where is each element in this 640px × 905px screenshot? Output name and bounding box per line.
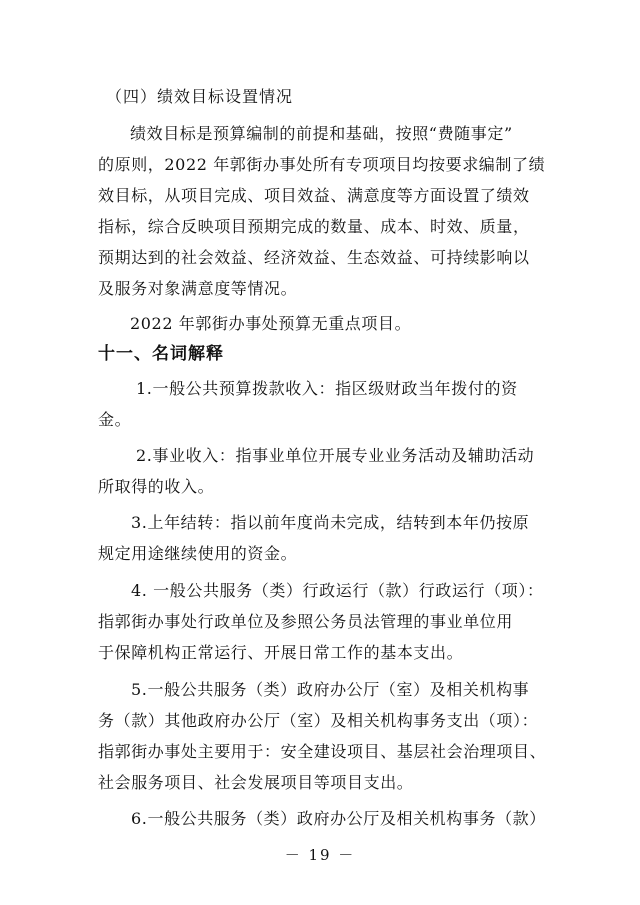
- para1-line-1: 绩效目标是预算编制的前提和基础，按照“费随事定”: [130, 124, 513, 143]
- term1-line-2: 金。: [98, 410, 132, 429]
- term4-line-3: 于保障机构正常运行、开展日常工作的基本支出。: [98, 643, 464, 662]
- para1-line-2: 的原则，2022 年郭街办事处所有专项项目均按要求编制了绩: [98, 155, 546, 174]
- term3-line-1: 3.上年结转：指以前年度尚未完成，结转到本年仍按原: [131, 513, 530, 532]
- term5-line-1: 5.一般公共服务（类）政府办公厅（室）及相关机构事: [131, 680, 530, 699]
- term2-line-2: 所取得的收入。: [98, 477, 215, 496]
- term3-line-2: 规定用途继续使用的资金。: [98, 544, 298, 563]
- term4-line-1: 4. 一般公共服务（类）行政运行（款）行政运行（项）：: [131, 581, 544, 600]
- page-number: － 19 －: [284, 846, 356, 864]
- para1-line-3: 效目标，从项目完成、项目效益、满意度等方面设置了绩效: [98, 186, 530, 205]
- term2-line-1: 2.事业收入：指事业单位开展专业业务活动及辅助活动: [136, 446, 535, 465]
- term1-line-1: 1.一般公共预算拨款收入：指区级财政当年拨付的资: [136, 379, 518, 398]
- para1-line-6: 及服务对象满意度等情况。: [98, 279, 298, 298]
- term5-line-3: 指郭街办事处主要用于：安全建设项目、基层社会治理项目、: [98, 742, 547, 761]
- section-11-heading: 十一、名词解释: [98, 344, 224, 364]
- section-4-heading: （四）绩效目标设置情况: [106, 87, 294, 106]
- term5-line-4: 社会服务项目、社会发展项目等项目支出。: [98, 773, 414, 792]
- para1-line-5: 预期达到的社会效益、经济效益、生态效益、可持续影响以: [98, 248, 530, 267]
- term4-line-2: 指郭街办事处行政单位及参照公务员法管理的事业单位用: [98, 612, 514, 631]
- para1-line-4: 指标，综合反映项目预期完成的数量、成本、时效、质量，: [98, 217, 530, 236]
- term6-line-1: 6.一般公共服务（类）政府办公厅及相关机构事务（款）: [131, 809, 546, 828]
- term5-line-2: 务（款）其他政府办公厅（室）及相关机构事务支出（项）：: [98, 711, 539, 730]
- para2: 2022 年郭街办事处预算无重点项目。: [130, 314, 412, 333]
